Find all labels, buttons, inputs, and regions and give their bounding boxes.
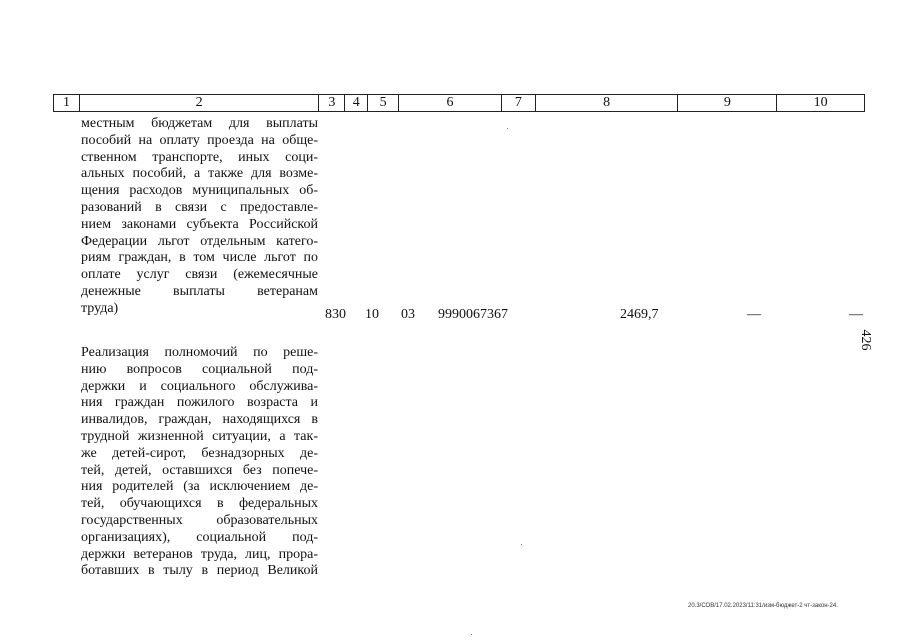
row1-line: риям граждан, в том числе льгот по (81, 250, 318, 266)
row1-col9-value: — (747, 307, 761, 322)
footer-stamp: 20.3/СОВ/17.02.2023/11:31/изм-бюджет-2 чт-закон-24. (688, 603, 838, 609)
header-col-10: 10 (813, 95, 828, 110)
row1-description (81, 116, 318, 318)
row2-line: трудной жизненной ситуации, а так- (81, 428, 318, 444)
row1-line: денежные выплаты ветеранам (81, 283, 318, 299)
row1-col8-value: 2469,7 (620, 307, 659, 322)
row2-line: ботавших в тылу в период Великой (81, 563, 318, 579)
header-col-6: 6 (399, 95, 502, 111)
header-col-3: 3 (319, 95, 345, 111)
page-number: 426 (858, 329, 873, 351)
header-col-4: 4 (345, 95, 368, 111)
row1-line: труда) (81, 300, 119, 316)
row2-line: инвалидов, граждан, находящихся в (81, 412, 318, 428)
header-col-2: 2 (80, 95, 319, 111)
scan-speck (507, 128, 508, 129)
row1-line: Федерации льгот отдельным катего- (81, 233, 318, 249)
row1-col3-value: 830 (325, 307, 346, 322)
row1-line: оплате услуг связи (ежемесячные (81, 267, 318, 283)
row2-line: ния граждан пожилого возраста и (81, 395, 318, 411)
header-col-9: 9 (678, 95, 777, 111)
row2-line: держки ветеранов труда, лиц, прора- (81, 546, 318, 562)
row2-description (81, 345, 318, 580)
header-col-7: 7 (502, 95, 536, 111)
row2-line: нию вопросов социальной под- (81, 361, 318, 377)
header-col-1: 1 (54, 95, 80, 111)
row1-line: нием законами субъекта Российской (81, 216, 318, 232)
row2-line: тей, детей, оставшихся без попече- (81, 462, 318, 478)
row1-col5-value: 03 (401, 307, 415, 322)
row1-line: разований в связи с предоставле- (81, 199, 318, 215)
row2-line: организациях), социальной под- (81, 529, 318, 545)
row1-line: щения расходов муниципальных об- (81, 183, 318, 199)
row1-line: местным бюджетам для выплаты (81, 116, 318, 131)
row1-col6-value: 9990067367 (438, 307, 508, 322)
row2-line: ния родителей (за исключением де- (81, 479, 318, 495)
row2-line: Реализация полномочий по реше- (81, 345, 318, 360)
row1-line: пособий на оплату проезда на обще- (81, 132, 318, 148)
row2-line: государственных образовательных (81, 512, 318, 528)
scan-speck (471, 634, 472, 635)
row2-line: держки и социального обслужива- (81, 378, 318, 394)
table-header-row (53, 94, 865, 112)
row1-line: альных пособий, а также для возме- (81, 166, 318, 182)
row2-line: же детей-сирот, безнадзорных де- (81, 445, 318, 461)
scan-speck (521, 544, 522, 545)
row1-col10-value: — (849, 307, 863, 322)
row2-line: тей, обучающихся в федеральных (81, 496, 318, 512)
header-col-8: 8 (536, 95, 679, 111)
row1-line: ственном транспорте, иных соци- (81, 149, 318, 165)
row1-col4-value: 10 (365, 307, 379, 322)
header-col-5: 5 (368, 95, 399, 111)
